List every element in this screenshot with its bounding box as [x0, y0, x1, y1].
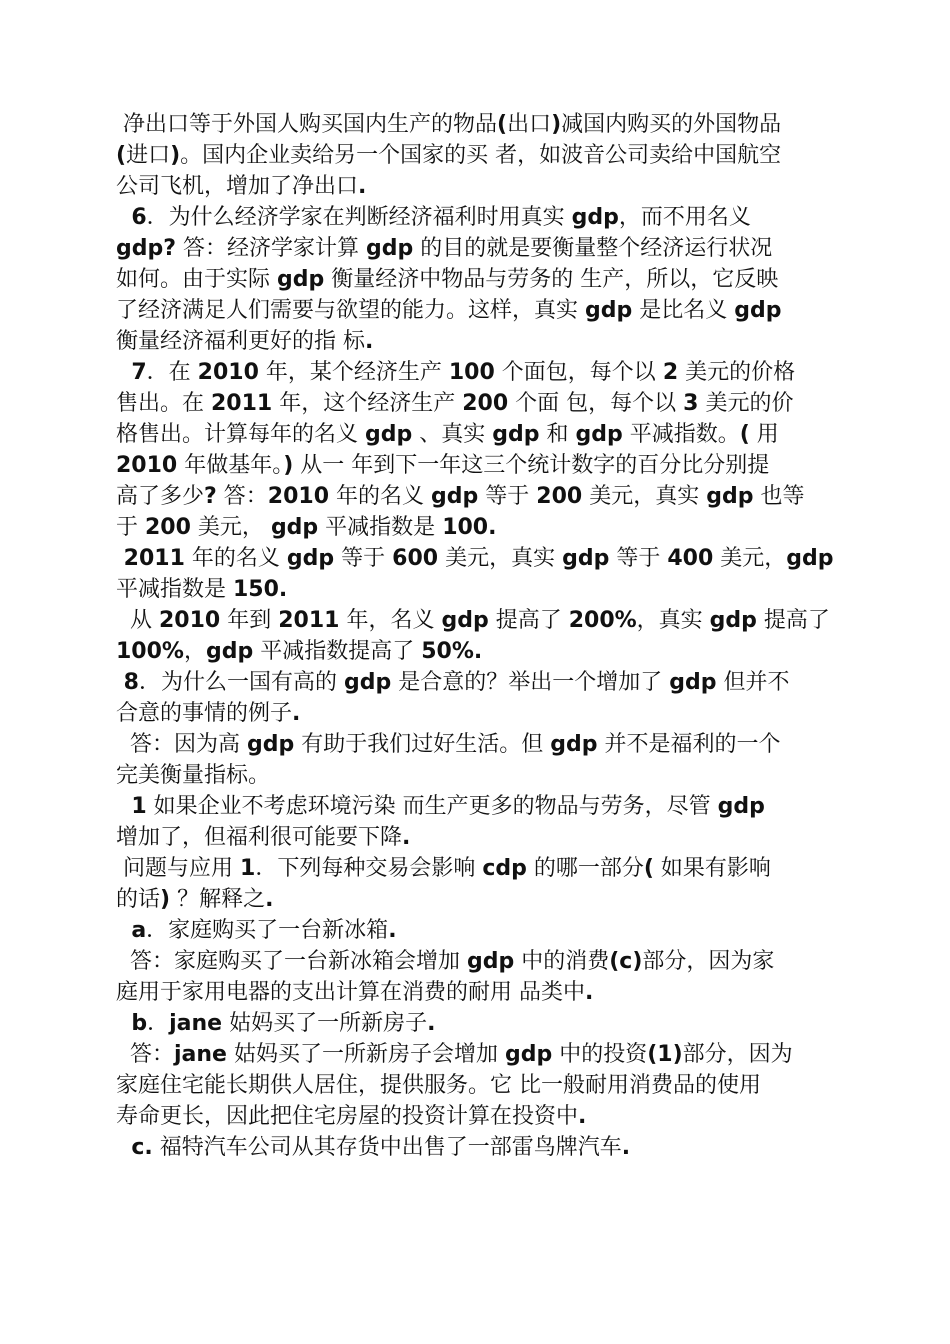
bold-text-segment: . — [621, 1135, 631, 1160]
bold-text-segment: gdp — [246, 732, 295, 757]
text-segment: 高了多少 — [116, 484, 205, 509]
bold-text-segment: 1 — [116, 794, 147, 819]
text-line — [116, 1039, 838, 1070]
bold-text-segment: 100. — [442, 515, 497, 540]
bold-text-segment: gdp? — [116, 236, 177, 261]
text-segment: 美元的价格 — [678, 360, 796, 385]
text-segment: ，真实 — [636, 608, 710, 633]
text-segment: 答： — [216, 484, 268, 509]
bold-text-segment: gdp — [431, 484, 479, 509]
bold-text-segment: gdp — [550, 732, 598, 757]
text-segment: 个面包，每个以 — [494, 360, 663, 385]
text-segment: 姑妈买了一所新房子 — [222, 1011, 428, 1036]
text-segment: ．为什么经济学家在判断经济福利时用真实 — [146, 205, 572, 230]
bold-text-segment: gdp — [669, 670, 717, 695]
text-segment: 美元， — [713, 546, 787, 571]
text-line — [116, 729, 838, 760]
bold-text-segment: 2011 — [116, 546, 185, 571]
text-line — [116, 698, 838, 729]
text-segment: 平减指数。 — [622, 422, 740, 447]
bold-text-segment: gdp — [734, 298, 782, 323]
text-segment: 公司飞机，增加了净出口 — [116, 174, 359, 199]
text-line — [116, 1132, 838, 1163]
bold-text-segment: 600 — [392, 546, 439, 571]
bold-text-segment: gdp — [492, 422, 540, 447]
text-segment: 答： — [116, 1042, 174, 1067]
bold-text-segment: . — [292, 701, 301, 726]
text-line — [116, 140, 838, 171]
bold-text-segment: 2011 — [211, 391, 273, 416]
document-text — [116, 109, 838, 1163]
text-segment: 、真实 — [412, 422, 493, 447]
text-segment: 提高了 — [488, 608, 569, 633]
bold-text-segment: gdp — [270, 515, 319, 540]
bold-text-segment: cdp — [482, 856, 527, 881]
text-line — [116, 915, 838, 946]
text-segment: 姑妈买了一所新房子会增加 — [226, 1042, 505, 1067]
text-segment: 完美衡量指标。 — [116, 763, 271, 788]
text-line — [116, 357, 838, 388]
text-line — [116, 884, 838, 915]
text-segment: 中的消费 — [514, 949, 610, 974]
text-segment: 如果企业不考虑环境污染 而生产更多的物品与劳务，尽管 — [146, 794, 718, 819]
text-segment: 平减指数是 — [116, 577, 233, 602]
bold-text-segment: gdp — [709, 608, 757, 633]
text-line — [116, 1070, 838, 1101]
text-segment: 从一 年到下一年这三个统计数字的百分比分别提 — [293, 453, 770, 478]
text-segment: 平减指数提高了 — [253, 639, 422, 664]
text-segment: 美元，真实 — [438, 546, 563, 571]
text-segment: 的话 — [116, 887, 161, 912]
text-segment: 净出口等于外国人购买国内生产的物品 — [116, 112, 497, 137]
text-segment: 合意的事情的例子 — [116, 701, 293, 726]
bold-text-segment: 50%. — [421, 639, 483, 664]
text-segment: 问题与应用 — [116, 856, 240, 881]
bold-text-segment: ( — [739, 422, 750, 447]
text-line — [116, 171, 838, 202]
bold-text-segment: gdp — [365, 422, 413, 447]
bold-text-segment: gdp — [706, 484, 754, 509]
text-segment: 的目的就是要衡量整个经济运行状况 — [413, 236, 773, 261]
bold-text-segment: 7 — [116, 360, 147, 385]
bold-text-segment: . — [585, 980, 594, 1005]
text-segment: 提高了 — [756, 608, 830, 633]
text-segment: 年做基年。 — [177, 453, 284, 478]
text-segment: 也等 — [753, 484, 805, 509]
bold-text-segment: jane — [174, 1042, 227, 1067]
text-line — [116, 388, 838, 419]
text-line — [116, 605, 838, 636]
text-segment: 了经济满足人们需要与欲望的能力。这样，真实 — [116, 298, 585, 323]
bold-text-segment: gdp — [366, 236, 414, 261]
bold-text-segment: ) — [551, 112, 562, 137]
text-segment: ． — [147, 1011, 170, 1036]
bold-text-segment: gdp — [441, 608, 489, 633]
bold-text-segment: . — [427, 1011, 436, 1036]
text-segment: 等于 — [478, 484, 537, 509]
text-segment: 。国内企业卖给另一个国家的买 者，如波音公司卖给中国航空 — [180, 143, 782, 168]
bold-text-segment: 2010 — [158, 608, 221, 633]
text-segment: 部分，因为 — [682, 1042, 793, 1067]
text-line — [116, 977, 838, 1008]
text-segment: 年的名义 — [184, 546, 287, 571]
text-line — [116, 853, 838, 884]
text-segment: 美元，真实 — [582, 484, 707, 509]
bold-text-segment: ? — [204, 484, 217, 509]
text-segment: 年到 — [220, 608, 279, 633]
text-segment: ， — [183, 639, 206, 664]
text-segment: 庭用于家用电器的支出计算在消费的耐用 品类中 — [116, 980, 585, 1005]
text-line — [116, 543, 838, 574]
text-segment: 部分，因为家 — [642, 949, 775, 974]
text-segment: 于 — [116, 515, 145, 540]
text-segment: 衡量经济福利更好的指 标 — [116, 329, 365, 354]
bold-text-segment: (1) — [647, 1042, 683, 1067]
text-line — [116, 822, 838, 853]
bold-text-segment: gdp — [786, 546, 834, 571]
bold-text-segment: gdp — [562, 546, 610, 571]
bold-text-segment: 3 — [683, 391, 699, 416]
text-segment: 如果有影响 — [653, 856, 771, 881]
bold-text-segment: 100 — [448, 360, 495, 385]
text-segment: ．家庭购买了一台新冰箱 — [146, 918, 389, 943]
text-line — [116, 450, 838, 481]
text-line — [116, 760, 838, 791]
text-segment: 年，这个经济生产 — [272, 391, 463, 416]
bold-text-segment: gdp — [717, 794, 765, 819]
bold-text-segment: 2010 — [267, 484, 330, 509]
text-line — [116, 481, 838, 512]
bold-text-segment: gdp — [575, 422, 623, 447]
text-segment: 个面 包，每个以 — [508, 391, 684, 416]
text-line — [116, 326, 838, 357]
bold-text-segment: . — [388, 918, 397, 943]
text-segment: 增加了，但福利很可能要下降 — [116, 825, 403, 850]
bold-text-segment: . — [265, 887, 274, 912]
text-segment: ．为什么一国有高的 — [138, 670, 344, 695]
text-line — [116, 667, 838, 698]
text-segment: 平减指数是 — [318, 515, 443, 540]
bold-text-segment: (c) — [609, 949, 643, 974]
bold-text-segment: ) — [170, 143, 181, 168]
text-line — [116, 109, 838, 140]
text-segment: 美元， — [190, 515, 271, 540]
text-line — [116, 419, 838, 450]
bold-text-segment: ( — [116, 143, 127, 168]
text-segment: 但并不 — [716, 670, 790, 695]
text-line — [116, 1101, 838, 1132]
bold-text-segment: 200% — [568, 608, 637, 633]
text-line — [116, 264, 838, 295]
text-segment: 用 — [749, 422, 779, 447]
bold-text-segment: c. — [116, 1135, 153, 1160]
bold-text-segment: a — [116, 918, 147, 943]
bold-text-segment: gdp — [466, 949, 515, 974]
text-line — [116, 295, 838, 326]
bold-text-segment: ( — [643, 856, 654, 881]
text-line — [116, 202, 838, 233]
text-segment: 是比名义 — [632, 298, 735, 323]
text-segment: 美元的价 — [698, 391, 794, 416]
text-segment: 中的投资 — [552, 1042, 648, 1067]
bold-text-segment: gdp — [205, 639, 254, 664]
text-segment: 售出。在 — [116, 391, 211, 416]
bold-text-segment: 8 — [116, 670, 139, 695]
text-segment: 答：经济学家计算 — [176, 236, 367, 261]
text-segment: 家庭住宅能长期供人居住，提供服务。它 比一般耐用消费品的使用 — [116, 1073, 761, 1098]
text-segment: ？解释之 — [170, 887, 266, 912]
text-line — [116, 512, 838, 543]
text-line — [116, 1008, 838, 1039]
text-line — [116, 636, 838, 667]
bold-text-segment: 400 — [667, 546, 714, 571]
bold-text-segment: 200 — [462, 391, 509, 416]
text-line — [116, 791, 838, 822]
text-segment: 寿命更长，因此把住宅房屋的投资计算在投资中 — [116, 1104, 579, 1129]
text-segment: 出口 — [507, 112, 552, 137]
bold-text-segment: 2011 — [278, 608, 340, 633]
bold-text-segment: 1 — [240, 856, 256, 881]
text-segment: 等于 — [609, 546, 668, 571]
text-line — [116, 233, 838, 264]
bold-text-segment: 2 — [662, 360, 679, 385]
text-segment: 从 — [116, 608, 159, 633]
text-segment: 衡量经济中物品与劳务的 生产，所以，它反映 — [324, 267, 779, 292]
bold-text-segment: ) — [160, 887, 171, 912]
text-segment: 年，名义 — [339, 608, 442, 633]
bold-text-segment: gdp — [585, 298, 633, 323]
bold-text-segment: gdp — [504, 1042, 553, 1067]
bold-text-segment: ) — [283, 453, 294, 478]
text-segment: 格售出。计算每年的名义 — [116, 422, 365, 447]
bold-text-segment: . — [402, 825, 411, 850]
bold-text-segment: . — [358, 174, 367, 199]
bold-text-segment: 2010 — [197, 360, 259, 385]
text-segment: 福特汽车公司从其存货中出售了一部雷鸟牌汽车 — [152, 1135, 622, 1160]
bold-text-segment: gdp — [286, 546, 335, 571]
bold-text-segment: 200 — [536, 484, 583, 509]
text-segment: 减国内购买的外国物品 — [561, 112, 782, 137]
bold-text-segment: 2010 — [116, 453, 178, 478]
bold-text-segment: gdp — [343, 670, 392, 695]
text-line — [116, 946, 838, 977]
bold-text-segment: jane — [169, 1011, 223, 1036]
bold-text-segment: 150. — [233, 577, 288, 602]
text-segment: 有助于我们过好生活。但 — [294, 732, 551, 757]
text-segment: 和 — [539, 422, 576, 447]
text-segment: 并不是福利的一个 — [597, 732, 781, 757]
bold-text-segment: . — [578, 1104, 587, 1129]
text-segment: ，而不用名义 — [618, 205, 751, 230]
bold-text-segment: gdp — [571, 205, 619, 230]
bold-text-segment: ( — [497, 112, 508, 137]
text-segment: ．在 — [146, 360, 198, 385]
bold-text-segment: 6 — [116, 205, 147, 230]
text-segment: 是合意的？举出一个增加了 — [391, 670, 670, 695]
text-segment: 进口 — [126, 143, 171, 168]
text-segment: 年，某个经济生产 — [258, 360, 449, 385]
bold-text-segment: gdp — [277, 267, 325, 292]
bold-text-segment: b — [116, 1011, 148, 1036]
text-segment: ．下列每种交易会影响 — [255, 856, 483, 881]
text-segment: 的哪一部分 — [526, 856, 644, 881]
text-segment: 如何。由于实际 — [116, 267, 277, 292]
text-segment: 年的名义 — [329, 484, 432, 509]
bold-text-segment: 200 — [145, 515, 191, 540]
text-line — [116, 574, 838, 605]
bold-text-segment: . — [365, 329, 374, 354]
text-segment: 答：因为高 — [116, 732, 247, 757]
text-segment: 答：家庭购买了一台新冰箱会增加 — [116, 949, 467, 974]
text-segment: 等于 — [334, 546, 393, 571]
bold-text-segment: 100% — [116, 639, 184, 664]
